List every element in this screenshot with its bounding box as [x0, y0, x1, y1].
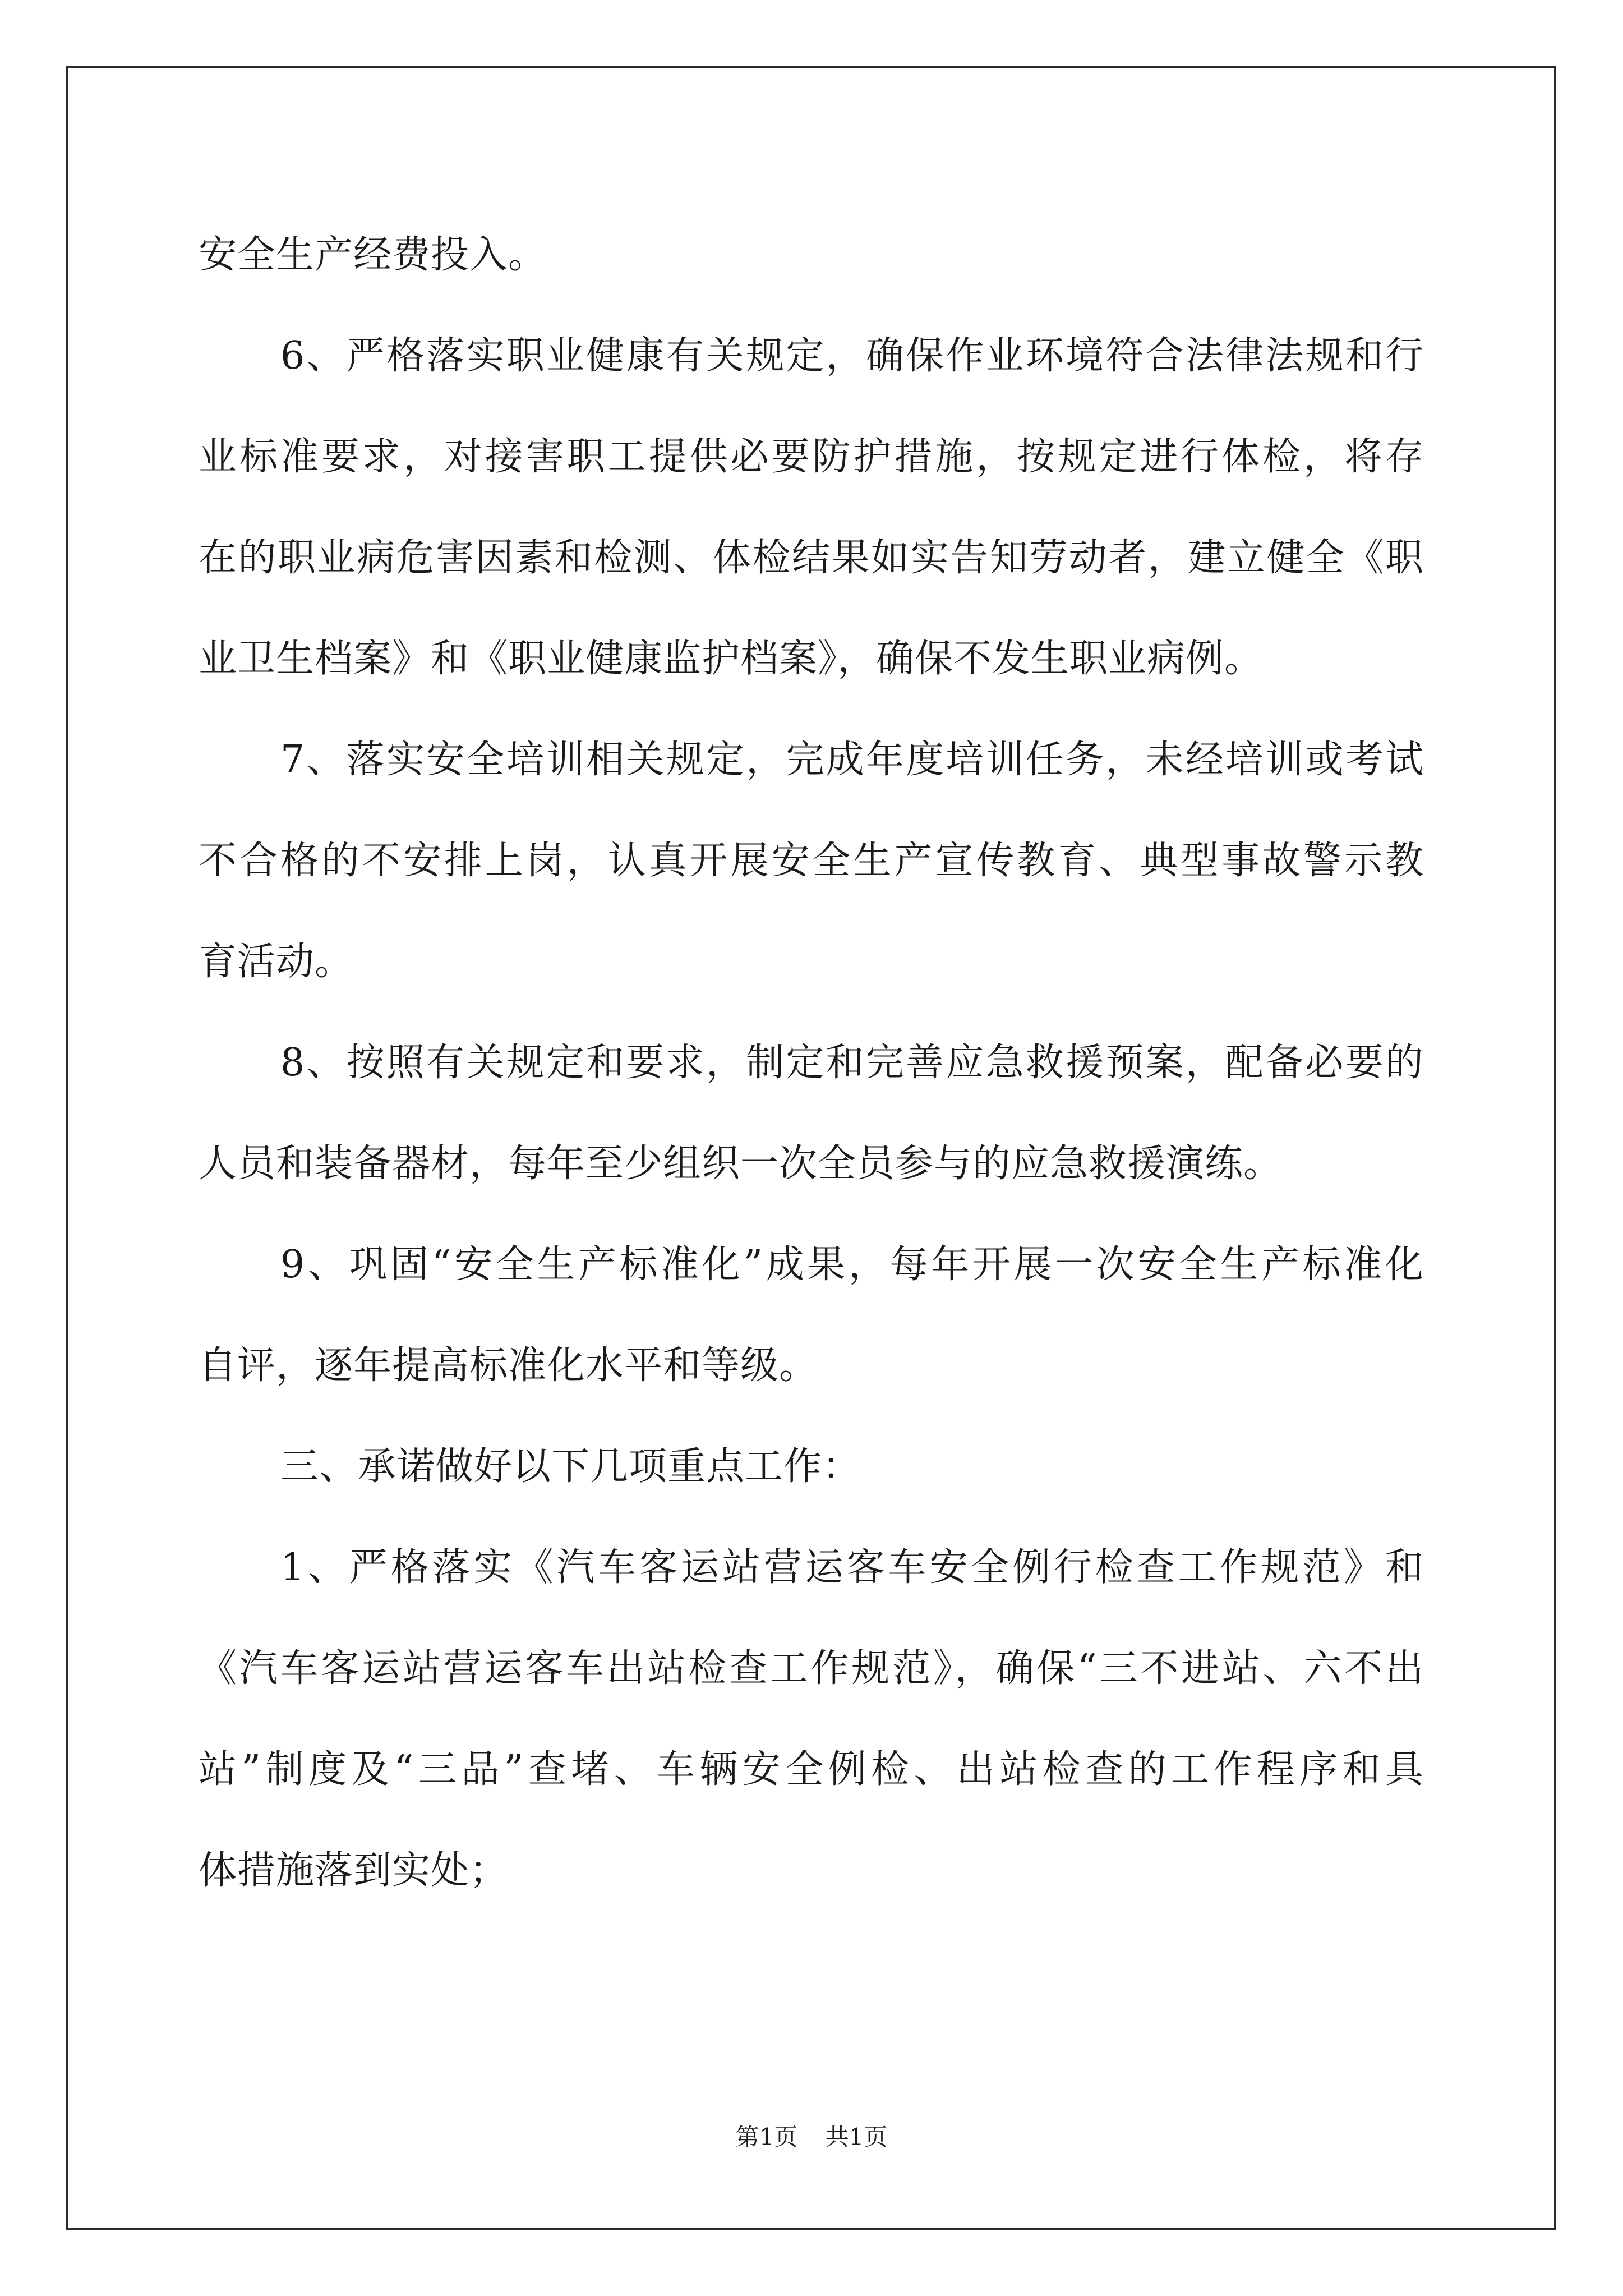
text-line: 不合格的不安排上岗，认真开展安全生产宣传教育、典型事故警示教 — [199, 839, 1424, 883]
text-line: 业卫生档案》和《职业健康监护档案》，确保不发生职业病例。 — [199, 637, 1264, 681]
text-line: 7、落实安全培训相关规定，完成年度培训任务，未经培训或考试 — [280, 738, 1424, 782]
text-line: 体措施落到实处； — [199, 1848, 509, 1893]
section-heading: 三、承诺做好以下几项重点工作： — [280, 1444, 861, 1489]
text-line: 自评，逐年提高标准化水平和等级。 — [199, 1343, 818, 1388]
text-line: 育活动。 — [199, 940, 354, 984]
text-line: 1、严格落实《汽车客运站营运客车安全例行检查工作规范》和 — [280, 1545, 1424, 1590]
page-footer — [0, 2120, 1623, 2154]
text-line: 8、按照有关规定和要求，制定和完善应急救援预案，配备必要的 — [280, 1041, 1424, 1085]
text-line: 安全生产经费投入。 — [199, 233, 547, 277]
text-line: 在的职业病危害因素和检测、体检结果如实告知劳动者，建立健全《职 — [199, 536, 1424, 580]
page-number-total: 共1页 — [825, 2123, 888, 2151]
text-line: 9、巩固“安全生产标准化”成果，每年开展一次安全生产标准化 — [280, 1243, 1424, 1287]
text-line: 《汽车客运站营运客车出站检查工作规范》，确保“三不进站、六不出 — [199, 1646, 1424, 1691]
text-line: 人员和装备器材，每年至少组织一次全员参与的应急救援演练。 — [199, 1142, 1283, 1186]
text-line: 站”制度及“三品”查堵、车辆安全例检、出站检查的工作程序和具 — [199, 1747, 1424, 1792]
text-line: 6、严格落实职业健康有关规定，确保作业环境符合法律法规和行 — [280, 334, 1424, 378]
page-number-current: 第1页 — [735, 2123, 798, 2151]
text-line: 业标准要求，对接害职工提供必要防护措施，按规定进行体检，将存 — [199, 435, 1424, 479]
